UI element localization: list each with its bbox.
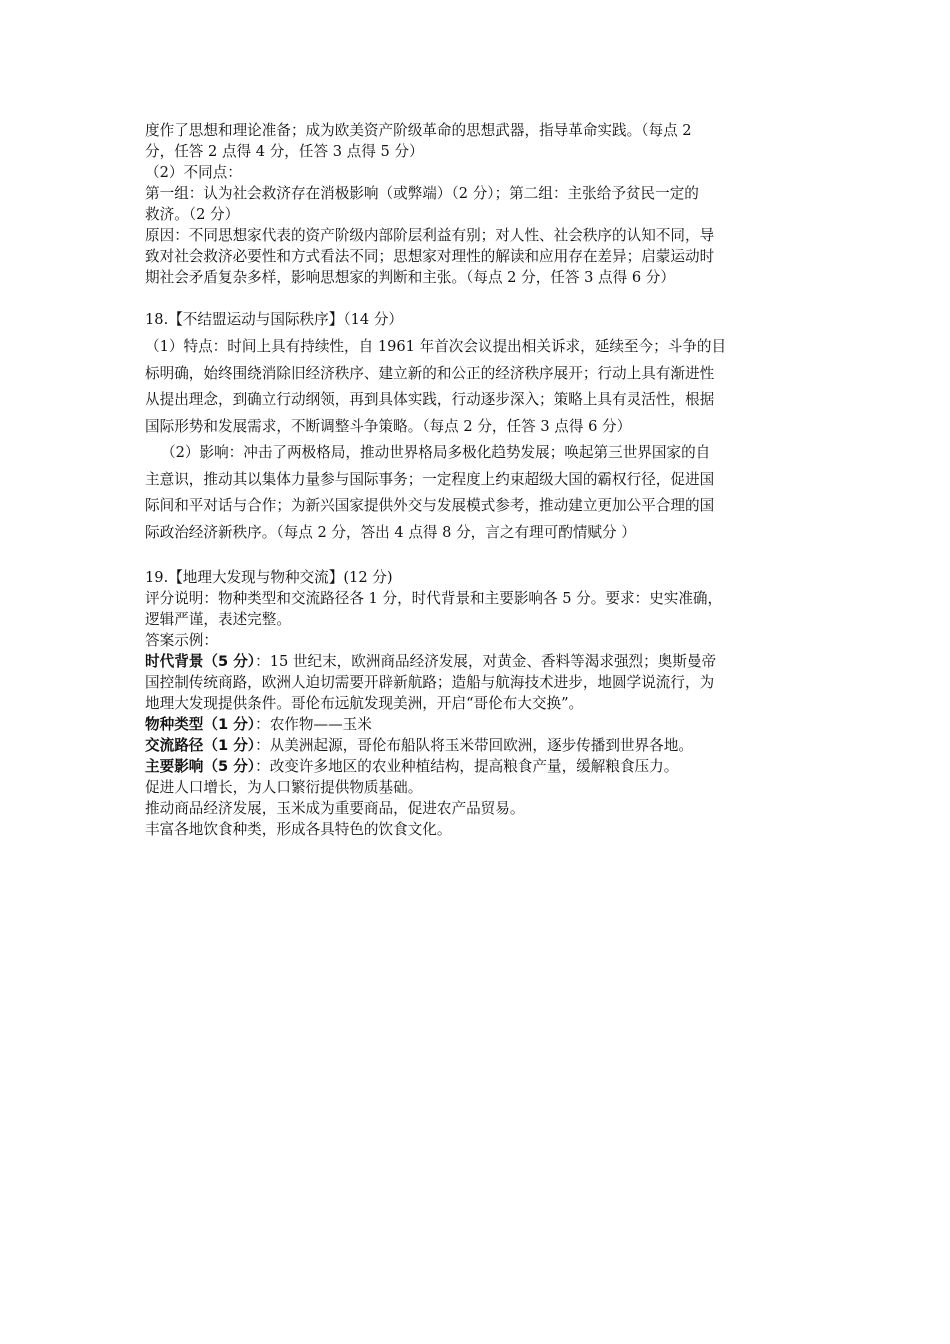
text-line: 原因：不同思想家代表的资产阶级内部阶层利益有别；对人性、社会秩序的认知不同，导: [145, 227, 715, 244]
question-17-continued: [145, 120, 810, 288]
text-line: 逻辑严谨，表述完整。: [145, 611, 291, 628]
question-18: [145, 309, 810, 546]
text-line: 丰富各地饮食种类，形成各具特色的饮食文化。: [145, 821, 452, 838]
text-line: 评分说明：物种类型和交流路径各 1 分，时代背景和主要影响各 5 分。要求：史实准确，: [145, 590, 723, 607]
text-span: ：改变许多地区的农业种植结构，提高粮食产量，缓解粮食压力。: [255, 758, 679, 775]
text-line: 救济。（2 分）: [145, 206, 240, 223]
text-span: ：农作物——玉米: [255, 716, 372, 733]
text-line: （2）不同点：: [145, 164, 242, 181]
text-line: 推动商品经济发展，玉米成为重要商品，促进农产品贸易。: [145, 800, 525, 817]
text-line: （2）影响：冲击了两极格局，推动世界格局多极化趋势发展；唤起第三世界国家的自: [161, 444, 711, 461]
text-line: 促进人口增长，为人口繁衍提供物质基础。: [145, 779, 423, 796]
spacer: [145, 288, 810, 309]
question-19: [145, 567, 810, 840]
text-span: ：从美洲起源，哥伦布船队将玉米带回欧洲，逐步传播到世界各地。: [255, 737, 693, 754]
question-title: 18.【不结盟运动与国际秩序】（14 分）: [145, 311, 404, 328]
bold-label: 交流路径（1 分）: [145, 737, 256, 754]
text-line: 主意识，推动其以集体力量参与国际事务；一定程度上约束超级大国的霸权行径，促进国: [145, 470, 715, 488]
answer-page: [145, 120, 810, 840]
bold-label: 物种类型（1 分）: [145, 716, 256, 733]
text-line: 第一组：认为社会救济存在消极影响（或弊端）（2 分）；第二组：主张给予贫民一定的: [145, 185, 699, 202]
text-line: （1）特点：时间上具有持续性，自 1961 年首次会议提出相关诉求，延续至今；斗争的目: [145, 338, 727, 355]
text-line: 际间和平对话与合作；为新兴国家提供外交与发展模式参考，推动建立更加公平合理的国: [145, 497, 715, 514]
text-line: 地理大发现提供条件。哥伦布远航发现美洲，开启“哥伦布大交换”。: [145, 695, 584, 712]
text-span: ：15 世纪末，欧洲商品经济发展，对黄金、香料等渴求强烈；奥斯曼帝: [255, 653, 717, 670]
text-line: 际政治经济新秩序。（每点 2 分，答出 4 点得 8 分，言之有理可酌情赋分 ）: [145, 523, 636, 541]
bold-label: 时代背景（5 分）: [145, 653, 256, 670]
text-line: [145, 714, 810, 735]
text-line: 期社会矛盾复杂多样，影响思想家的判断和主张。（每点 2 分，任答 3 点得 6 分）: [145, 269, 675, 286]
text-line: 致对社会救济必要性和方式看法不同；思想家对理性的解读和应用存在差异；启蒙运动时: [145, 248, 715, 265]
text-line: 国控制传统商路，欧洲人迫切需要开辟新航路；造船与航海技术进步，地圆学说流行，为: [145, 674, 715, 691]
text-line: [145, 735, 810, 756]
text-line: [145, 756, 810, 777]
question-title: 19.【地理大发现与物种交流】(12 分): [145, 569, 393, 586]
text-line: 答案示例：: [145, 632, 218, 649]
text-line: 分，任答 2 点得 4 分，任答 3 点得 5 分）: [145, 143, 424, 160]
spacer: [145, 546, 810, 567]
text-line: 国际形势和发展需求，不断调整斗争策略。（每点 2 分，任答 3 点得 6 分）: [145, 417, 632, 435]
text-line: 度作了思想和理论准备；成为欧美资产阶级革命的思想武器，指导革命实践。（每点 2: [145, 122, 692, 139]
text-line: 标明确，始终围绕消除旧经济秩序、建立新的和公正的经济秩序展开；行动上具有渐进性: [145, 364, 715, 382]
bold-label: 主要影响（5 分）: [145, 758, 256, 775]
text-line: 从提出理念，到确立行动纲领，再到具体实践，行动逐步深入；策略上具有灵活性，根据: [145, 391, 715, 408]
text-line: [145, 651, 810, 672]
